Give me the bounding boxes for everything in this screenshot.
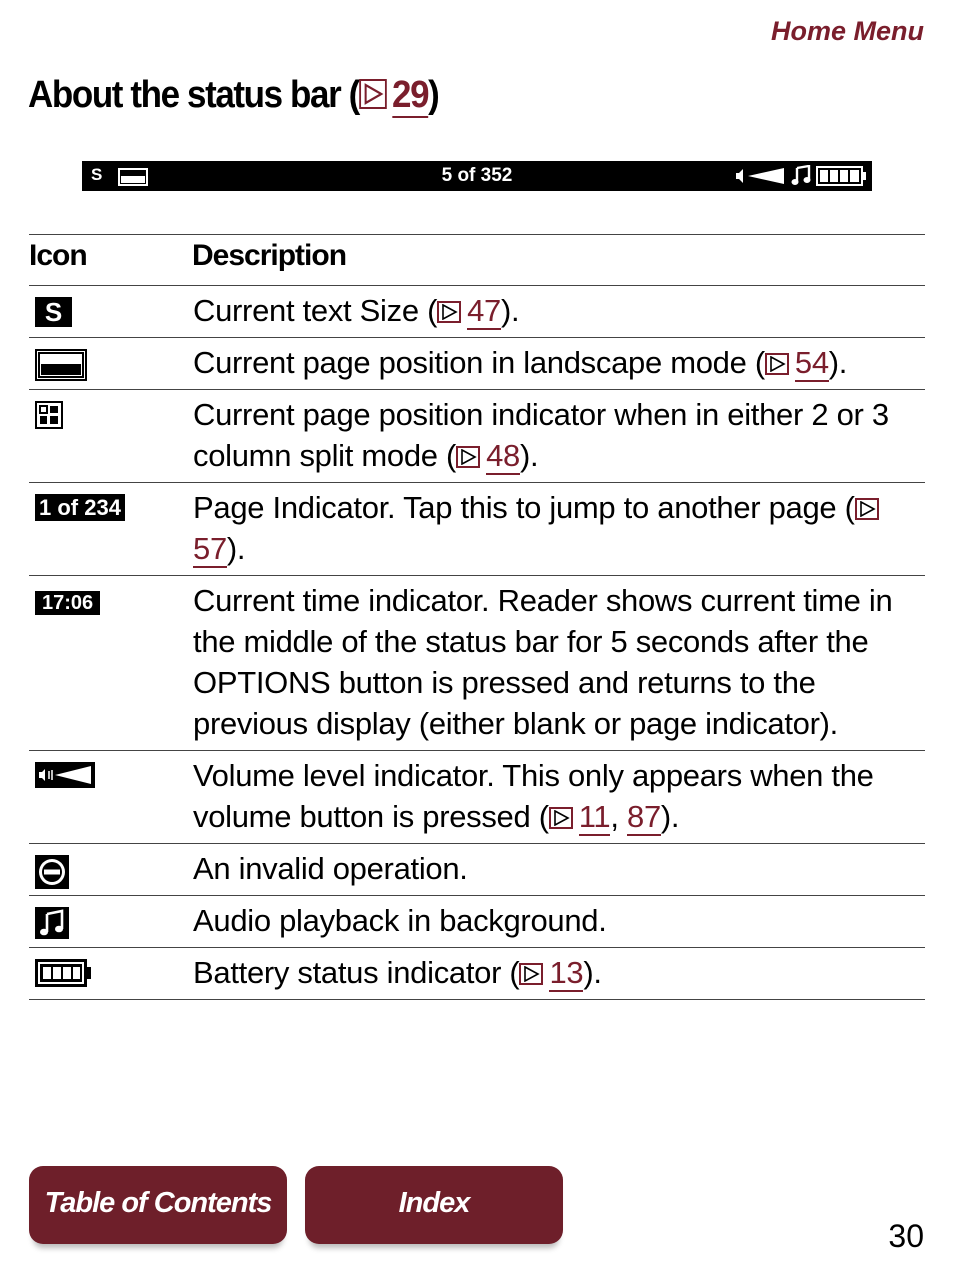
row-description: Current time indicator. Reader shows current time in the middle of the status bar for 5 seconds after the OPTIONS button is pressed and returns to the previous display (either blank or page indicator).: [192, 576, 925, 751]
index-button[interactable]: Index: [305, 1166, 563, 1244]
page-reference-icon: [437, 301, 461, 323]
icon-table: [29, 234, 925, 1000]
row-description: Page Indicator. Tap this to jump to another page ( 57).: [192, 483, 925, 576]
table-row: [29, 751, 925, 844]
landscape-page-position-icon: [35, 368, 87, 385]
volume-level-icon: [35, 775, 95, 792]
section-label: Home Menu: [770, 16, 924, 46]
row-description: An invalid operation.: [192, 844, 925, 896]
row-description: Audio playback in background.: [192, 896, 925, 948]
battery-status-icon: [35, 974, 91, 991]
page-reference-icon: [549, 807, 573, 829]
table-header-row: [29, 235, 925, 286]
table-row: [29, 576, 925, 751]
row-description: Current page position in landscape mode ( 54).: [192, 338, 925, 390]
battery-icon: [816, 165, 868, 192]
table-row: [29, 948, 925, 1000]
page-indicator-icon: 1 of 234: [35, 494, 125, 521]
page-reference-icon: [519, 963, 543, 985]
status-bar-size-indicator: S: [91, 165, 103, 184]
column-header-description: Description: [192, 235, 925, 286]
row-description: Volume level indicator. This only appears when the volume button is pressed ( 11, 87).: [192, 751, 925, 844]
page-link-11[interactable]: 11: [578, 799, 611, 834]
page-title: About the status bar ( 29): [28, 74, 439, 116]
page-reference-icon: [359, 79, 387, 109]
page-reference-icon: [855, 498, 879, 520]
audio-playback-icon: [35, 926, 69, 943]
table-row: [29, 390, 925, 483]
table-row: [29, 844, 925, 896]
table-row: [29, 896, 925, 948]
page-number: 30: [888, 1218, 924, 1254]
page-link-13[interactable]: 13: [549, 955, 584, 990]
volume-icon: [734, 166, 786, 191]
page-reference-icon: [456, 446, 480, 468]
text-size-icon: S: [35, 297, 72, 327]
time-indicator-icon: 17:06: [35, 591, 100, 615]
column-header-icon: Icon: [29, 235, 192, 286]
row-description: Battery status indicator ( 13).: [192, 948, 925, 1000]
split-column-position-icon: [35, 416, 63, 433]
table-row: [29, 286, 925, 338]
table-row: [29, 483, 925, 576]
invalid-operation-icon: [35, 876, 69, 893]
page-link-57[interactable]: 57: [193, 531, 227, 566]
table-of-contents-button[interactable]: Table of Contents: [29, 1166, 287, 1244]
table-row: [29, 338, 925, 390]
music-note-icon: [790, 165, 812, 192]
status-bar-example: [82, 161, 872, 191]
status-bar-page-indicator[interactable]: 5 of 352: [441, 165, 513, 186]
page-link-54[interactable]: 54: [794, 345, 829, 380]
row-description: Current page position indicator when in either 2 or 3 column split mode ( 48).: [192, 390, 925, 483]
title-page-link[interactable]: 29: [392, 74, 429, 116]
page-reference-icon: [765, 353, 789, 375]
page-link-47[interactable]: 47: [467, 293, 501, 328]
page-link-87[interactable]: 87: [627, 799, 661, 834]
row-description: Current text Size ( 47).: [192, 286, 925, 338]
page-link-48[interactable]: 48: [486, 438, 520, 473]
